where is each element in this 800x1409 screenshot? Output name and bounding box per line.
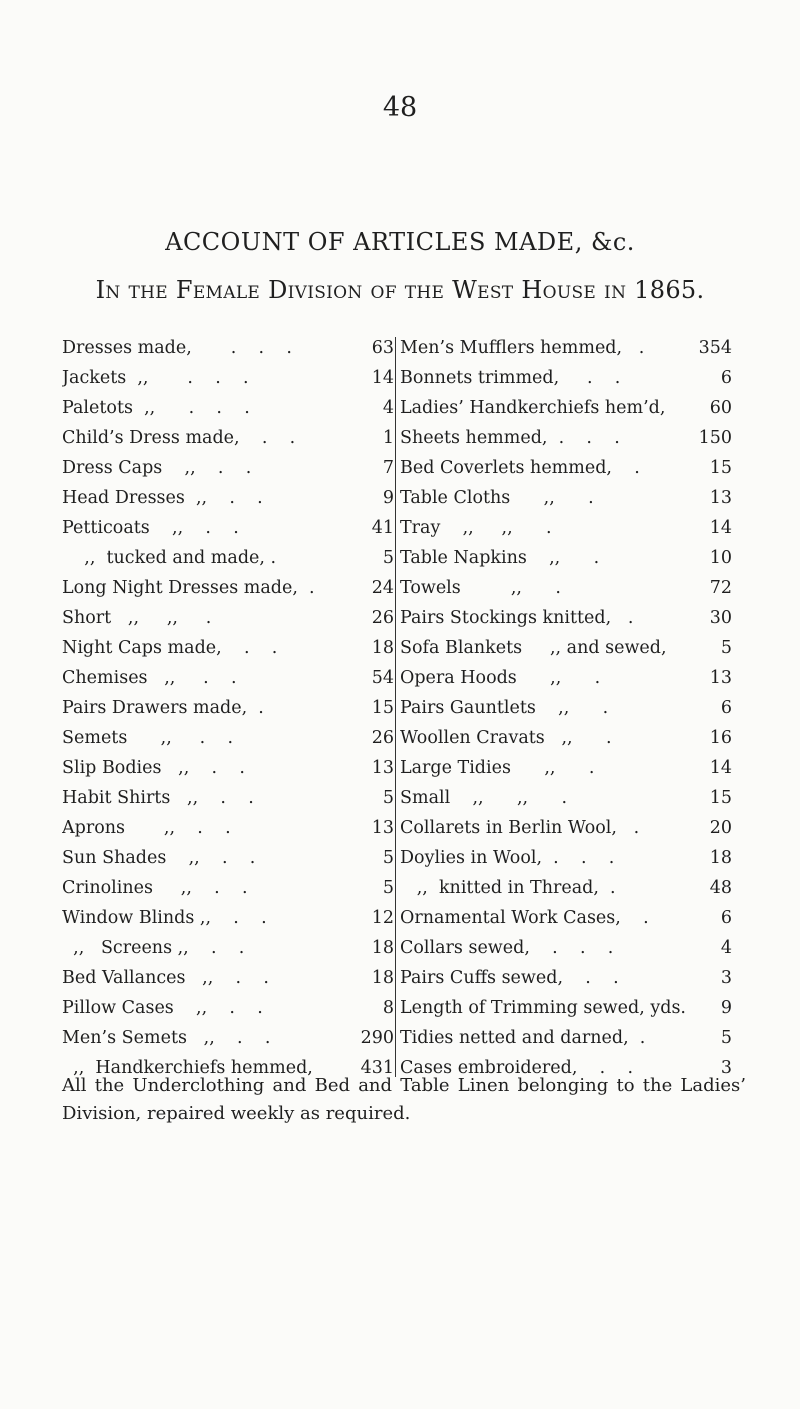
article-label: Sun Shades ,, . . [62,848,256,868]
article-label: Table Cloths ,, . [400,488,594,508]
article-count: 60 [709,398,732,418]
article-count: 72 [709,578,732,598]
article-row [62,423,394,453]
article-label: ,, tucked and made, . [62,548,277,568]
article-label: Crinolines ,, . . [62,878,248,898]
article-row [62,903,394,933]
article-count: 14 [371,368,394,388]
article-label: Long Night Dresses made, . [62,578,315,598]
article-count: 15 [709,458,732,478]
article-row [62,723,394,753]
article-count: 5 [382,848,394,868]
article-row [62,513,394,543]
article-label: Pairs Gauntlets ,, . [400,698,609,718]
left-column [62,333,394,1083]
article-row [400,663,732,693]
article-row [400,993,732,1023]
article-count: 13 [371,758,394,778]
article-count: 150 [698,428,732,448]
article-row [400,903,732,933]
article-count: 14 [709,758,732,778]
article-row [62,783,394,813]
article-count: 54 [371,668,394,688]
article-count: 354 [698,338,732,358]
article-count: 5 [382,788,394,808]
article-label: ,, Handkerchiefs hemmed, [62,1058,313,1078]
article-count: 431 [360,1058,394,1078]
article-label: Length of Trimming sewed, yds. [400,998,686,1018]
article-label: Habit Shirts ,, . . [62,788,254,808]
column-divider [395,337,396,1077]
article-label: Table Napkins ,, . [400,548,600,568]
article-label: Doylies in Wool, . . . [400,848,615,868]
article-row [400,483,732,513]
article-row [62,963,394,993]
article-label: Men’s Mufflers hemmed, . [400,338,645,358]
article-row [400,933,732,963]
article-row [400,1023,732,1053]
article-count: 13 [709,668,732,688]
article-row [62,573,394,603]
article-row [62,483,394,513]
article-row [400,603,732,633]
article-count: 9 [720,998,732,1018]
article-row [62,1023,394,1053]
article-label: Large Tidies ,, . [400,758,595,778]
article-label: ,, Screens ,, . . [62,938,245,958]
article-row [62,633,394,663]
article-label: Dresses made, . . . [62,338,292,358]
article-count: 15 [709,788,732,808]
article-count: 3 [720,968,732,988]
article-row [62,873,394,903]
article-label: Chemises ,, . . [62,668,237,688]
article-count: 63 [371,338,394,358]
article-count: 24 [371,578,394,598]
article-count: 6 [720,368,732,388]
right-column [400,333,732,1083]
article-row [400,513,732,543]
article-row [400,573,732,603]
article-label: Pairs Stockings knitted, . [400,608,634,628]
article-row [62,363,394,393]
article-label: Ornamental Work Cases, . [400,908,649,928]
article-label: Child’s Dress made, . . [62,428,296,448]
article-label: Slip Bodies ,, . . [62,758,245,778]
article-label: Collarets in Berlin Wool, . [400,818,640,838]
article-label: Ladies’ Handkerchiefs hem’d, [400,398,666,418]
article-count: 14 [709,518,732,538]
article-row [400,363,732,393]
article-count: 5 [382,548,394,568]
article-label: Pairs Drawers made, . [62,698,264,718]
page-subheading: In the Female Division of the West House in 1865. [95,276,705,304]
article-count: 18 [371,968,394,988]
article-count: 5 [382,878,394,898]
article-row [62,933,394,963]
article-row [400,333,732,363]
article-row [400,423,732,453]
article-label: Aprons ,, . . [62,818,231,838]
article-row [62,603,394,633]
article-count: 18 [709,848,732,868]
article-row [62,993,394,1023]
article-row [62,813,394,843]
article-count: 16 [709,728,732,748]
article-count: 7 [382,458,394,478]
article-label: Jackets ,, . . . [62,368,249,388]
page-number: 48 [382,92,418,123]
article-count: 8 [382,998,394,1018]
article-label: Dress Caps ,, . . [62,458,252,478]
article-count: 4 [382,398,394,418]
article-label: Sheets hemmed, . . . [400,428,620,448]
article-count: 48 [709,878,732,898]
article-label: Night Caps made, . . [62,638,278,658]
article-row [62,753,394,783]
article-count: 20 [709,818,732,838]
article-row [400,453,732,483]
article-row [62,333,394,363]
article-label: Tray ,, ,, . [400,518,552,538]
article-row [400,723,732,753]
article-label: Sofa Blankets ,, and sewed, [400,638,667,658]
footer-note: All the Underclothing and Bed and Table Linen belonging to the Ladies’ Division, repaired weekly as required. [62,1075,746,1124]
article-row [400,813,732,843]
article-count: 26 [371,608,394,628]
article-label: Bed Coverlets hemmed, . [400,458,640,478]
article-row [62,453,394,483]
article-count: 12 [371,908,394,928]
article-count: 6 [720,908,732,928]
article-row [400,753,732,783]
article-label: ,, knitted in Thread, . [400,878,616,898]
article-count: 6 [720,698,732,718]
article-label: Bed Vallances ,, . . [62,968,269,988]
article-count: 30 [709,608,732,628]
article-label: Cases embroidered, . . [400,1058,634,1078]
article-row [400,963,732,993]
article-label: Towels ,, . [400,578,561,598]
article-count: 290 [360,1028,394,1048]
article-row [400,543,732,573]
article-count: 5 [720,638,732,658]
article-count: 10 [709,548,732,568]
article-row [400,393,732,423]
article-label: Pillow Cases ,, . . [62,998,263,1018]
article-label: Semets ,, . . [62,728,234,748]
article-row [400,633,732,663]
article-count: 15 [371,698,394,718]
article-label: Pairs Cuffs sewed, . . [400,968,619,988]
article-count: 41 [371,518,394,538]
article-label: Men’s Semets ,, . . [62,1028,271,1048]
article-count: 9 [382,488,394,508]
article-label: Head Dresses ,, . . [62,488,263,508]
article-count: 4 [720,938,732,958]
article-label: Petticoats ,, . . [62,518,239,538]
article-count: 18 [371,638,394,658]
article-row [62,393,394,423]
article-label: Opera Hoods ,, . [400,668,601,688]
page-heading: ACCOUNT OF ARTICLES MADE, &c. [165,228,635,256]
article-label: Short ,, ,, . [62,608,212,628]
article-row [62,693,394,723]
article-row [62,663,394,693]
article-row [62,543,394,573]
article-label: Paletots ,, . . . [62,398,250,418]
article-label: Collars sewed, . . . [400,938,614,958]
article-count: 1 [382,428,394,448]
article-label: Tidies netted and darned, . [400,1028,646,1048]
article-label: Woollen Cravats ,, . [400,728,612,748]
article-count: 5 [720,1028,732,1048]
article-row [62,843,394,873]
article-label: Small ,, ,, . [400,788,568,808]
article-count: 18 [371,938,394,958]
article-label: Bonnets trimmed, . . [400,368,621,388]
article-label: Window Blinds ,, . . [62,908,267,928]
article-count: 13 [709,488,732,508]
article-row [400,693,732,723]
article-row [400,873,732,903]
article-count: 3 [720,1058,732,1078]
article-row [400,843,732,873]
article-row [400,783,732,813]
article-count: 13 [371,818,394,838]
article-count: 26 [371,728,394,748]
